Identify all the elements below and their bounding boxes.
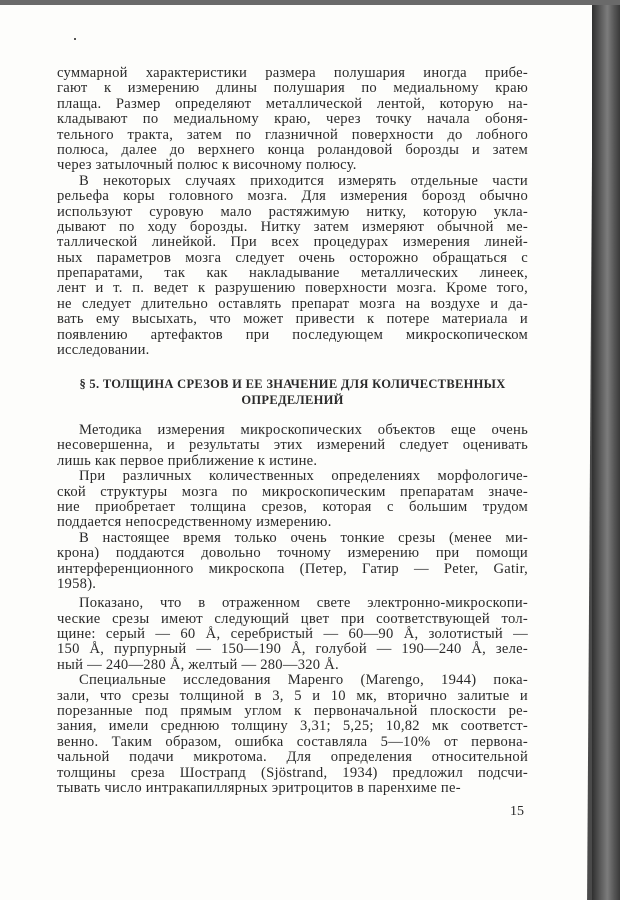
text-line: чальной подачи микротома. Для определения относительной	[57, 749, 528, 766]
text-line: тывать число интракапиллярных эритроцитов в паренхиме пе-	[57, 779, 461, 796]
paragraph	[57, 531, 528, 593]
text-line: 1958).	[57, 575, 97, 592]
text-line: ской структуры мозга по микроскопическим препаратам значе-	[57, 483, 528, 500]
scan-speck	[74, 38, 76, 40]
text-line: щине: серый — 60 Å, серебристый — 60—90 Å, золотистый —	[57, 626, 528, 643]
paragraph	[57, 66, 528, 174]
text-line: ческие срезы имеют следующий цвет при соответствующей тол-	[57, 610, 528, 627]
text-line: появлению артефактов при последующем микроскопическом	[57, 326, 528, 343]
text-line: несовершенна, и результаты этих измерений следует оценивать	[57, 437, 528, 454]
text-line: вать ему высыхать, что может привести к потере материала и	[57, 311, 528, 328]
text-line: поддается непосредственному измерению.	[57, 514, 332, 531]
text-line: лент и т. п. ведет к разрушению поверхности мозга. Кроме того,	[57, 280, 528, 297]
text-line: через затылочный полюс к височному полюсу.	[57, 157, 357, 174]
text-line: кладывают по медиальному краю, через точку начала обоня-	[57, 111, 528, 128]
book-binding-edge	[592, 5, 620, 900]
text-line: таллической линейкой. При всех процедурах измерения линей-	[57, 234, 528, 251]
paragraph	[57, 673, 528, 796]
section-heading	[57, 376, 528, 408]
text-line: крона) поддаются довольно точному измерению при помощи	[57, 545, 528, 562]
intro-text	[57, 66, 528, 358]
text-line: В некоторых случаях приходится измерять отдельные части	[79, 172, 528, 189]
text-line: зания, имели среднюю толщину 3,31; 5,25; 10,82 мк соответст-	[57, 718, 528, 735]
text-line: интерференционного микроскопа (Петер, Гатир — Peter, Gatir,	[57, 560, 528, 577]
text-line: дывают по ходу борозды. Нитку затем измеряют обычной ме-	[57, 218, 528, 235]
text-line: суммарной характеристики размера полушария иногда прибе-	[57, 65, 528, 81]
text-line: тельного тракта, затем по глазничной поверхности до лобного	[57, 126, 528, 143]
paragraph	[57, 469, 528, 531]
text-line: венно. Таким образом, ошибка составляла 5—10% от первона-	[57, 733, 528, 750]
text-line: толщины среза Шострапд (Sjöstrand, 1934) предложил подсчи-	[57, 764, 528, 781]
text-line: Методика измерения микроскопических объектов еще очень	[79, 422, 528, 438]
text-line: лишь как первое приближение к истине.	[57, 452, 318, 469]
heading-line: § 5. ТОЛЩИНА СРЕЗОВ И ЕЕ ЗНАЧЕНИЕ ДЛЯ КОЛИЧЕСТВЕННЫХ	[79, 377, 506, 391]
text-line: Специальные исследования Маренго (Marengo, 1944) пока-	[79, 672, 528, 689]
text-line: рельефа коры головного мозга. Для измерения борозд обычно	[57, 188, 528, 205]
text-line: В настоящее время только очень тонкие срезы (менее ми-	[79, 529, 528, 546]
text-line: плаща. Размер определяют металлической лентой, которую на-	[57, 95, 528, 112]
text-line: 150 Å, пурпурный — 150—190 Å, голубой — 190—240 Å, зеле-	[57, 641, 528, 658]
text-line: зали, что срезы толщиной в 3, 5 и 10 мк, вторично залитые и	[57, 687, 528, 704]
paragraph	[57, 423, 528, 469]
text-line: ный — 240—280 Å, желтый — 280—320 Å.	[57, 656, 339, 673]
paragraph	[57, 174, 528, 359]
text-line: не следует длительно оставлять препарат мозга на воздухе и да-	[57, 295, 528, 312]
paragraph	[57, 596, 528, 673]
text-line: Показано, что в отраженном свете электронно-микроскопи-	[79, 595, 528, 612]
text-line: исследовании.	[57, 342, 150, 359]
section-text	[57, 423, 528, 796]
text-line: используют суровую мало растяжимую нитку, которую укла-	[57, 203, 528, 220]
text-line: препаратами, так как накладывание металлических линеек,	[57, 265, 528, 282]
page-number: 15	[510, 804, 524, 819]
text-line: порезанные под прямым углом к первоначальной плоскости ре-	[57, 703, 528, 720]
text-line: ных параметров мозга следует очень осторожно обращаться с	[57, 249, 528, 266]
text-line: полюса, далее до верхнего конца роландовой борозды и затем	[57, 141, 528, 158]
text-line: ние приобретает толщина срезов, которая с большим трудом	[57, 498, 528, 515]
text-line: При различных количественных определениях морфологиче-	[79, 468, 528, 485]
text-line: гают к измерению длины полушария по медиальному краю	[57, 80, 528, 97]
heading-line: ОПРЕДЕЛЕНИЙ	[241, 393, 344, 407]
